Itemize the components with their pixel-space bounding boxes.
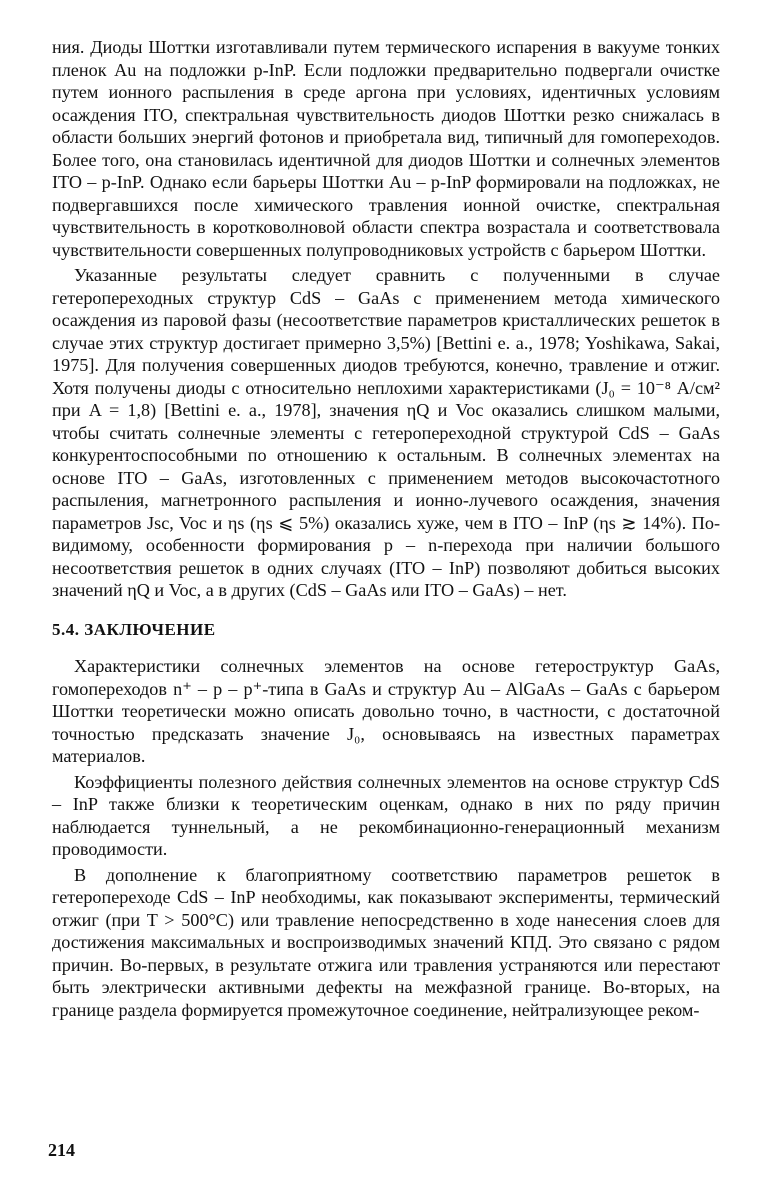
body-paragraph-1: ния. Диоды Шоттки изготавливали путем термического испарения в вакууме тонких пленок Au на подложки p-InP. Если подложки предварительно подвергали очистке путем ионного распыления в среде аргона при условиях, идентичных условиям осаждения ITO, спектральная чувствительность диодов Шоттки резко снижалась в области больших энергий фотонов и приобретала вид, типичный для гомопереходов. Более того, она становилась идентичной для диодов Шоттки и солнечных элементов ITO – p-InP. Однако если барьеры Шоттки Au – p-InP формировали на подложках, не подвергавшихся после химического травления ионной очистке, спектральная чувствительность в коротковолновой области спектра возрастала и соответствовала чувствительности совершенных полупроводниковых устройств с барьером Шоттки.	[52, 37, 720, 260]
page-body	[52, 36, 720, 1021]
conclusion-paragraph-3: В дополнение к благоприятному соответствию параметров решеток в гетеропереходе CdS – InP необходимы, как показывают эксперименты, термический отжиг (при T > 500°C) или травление непосредственно в ходе нанесения слоев для достижения максимальных и воспроизводимых значений КПД. Это связано с рядом причин. Во-первых, в результате отжига или травления устраняются или перестают быть электрически активными дефекты на межфазной границе. Во-вторых, на границе раздела формируется промежуточное соединение, нейтрализующее реком-	[52, 864, 720, 1020]
page-number: 214	[48, 1140, 75, 1160]
section-heading: 5.4. ЗАКЛЮЧЕНИЕ	[52, 619, 216, 639]
conclusion-paragraph-1: Характеристики солнечных элементов на основе гетероструктур GaAs, гомопереходов n⁺ – p – p⁺-типа в GaAs и структур Au – AlGaAs – GaAs с барьером Шоттки теоретически можно описать довольно точно, в частности, с достаточной точностью предсказать значение J₀, основываясь на известных параметрах материалов.	[52, 656, 720, 766]
body-paragraph-2: Указанные результаты следует сравнить с полученными в случае гетеропереходных структур CdS – GaAs с применением метода химического осаждения из паровой фазы (несоответствие параметров кристаллических решеток в случае этих структур достигает примерно 3,5%) [Bettini e. a., 1978; Yoshikawa, Sakai, 1975]. Для получения совершенных диодов требуются, конечно, травление и отжиг. Хотя получены диоды с относительно неплохими характеристиками (J₀ = 10⁻⁸ А/см² при A = 1,8) [Bettini e. a., 1978], значения ηQ и Voc оказались слишком малыми, чтобы считать солнечные элементы с гетеропереходной структурой CdS – GaAs конкурентоспособными по отношению к остальным. В солнечных элементах на основе ITO – GaAs, изготовленных с применением методов высокочастотного распыления, магнетронного распыления и ионно-лучевого осаждения, значения параметров Jsc, Voc и ηs (ηs ⩽ 5%) оказались хуже, чем в ITO – InP (ηs ≳ 14%). По-видимому, особенности формирования p – n-перехода при наличии большого несоответствия решеток в одних случаях (ITO – InP) позволяют добиться высоких значений ηQ и Voc, а в других (CdS – GaAs или ITO – GaAs) – нет.	[52, 265, 720, 600]
conclusion-paragraph-2: Коэффициенты полезного действия солнечных элементов на основе структур CdS – InP также близки к теоретическим оценкам, однако в них по ряду причин наблюдается туннельный, а не рекомбинационно-генерационный механизм проводимости.	[52, 771, 720, 859]
